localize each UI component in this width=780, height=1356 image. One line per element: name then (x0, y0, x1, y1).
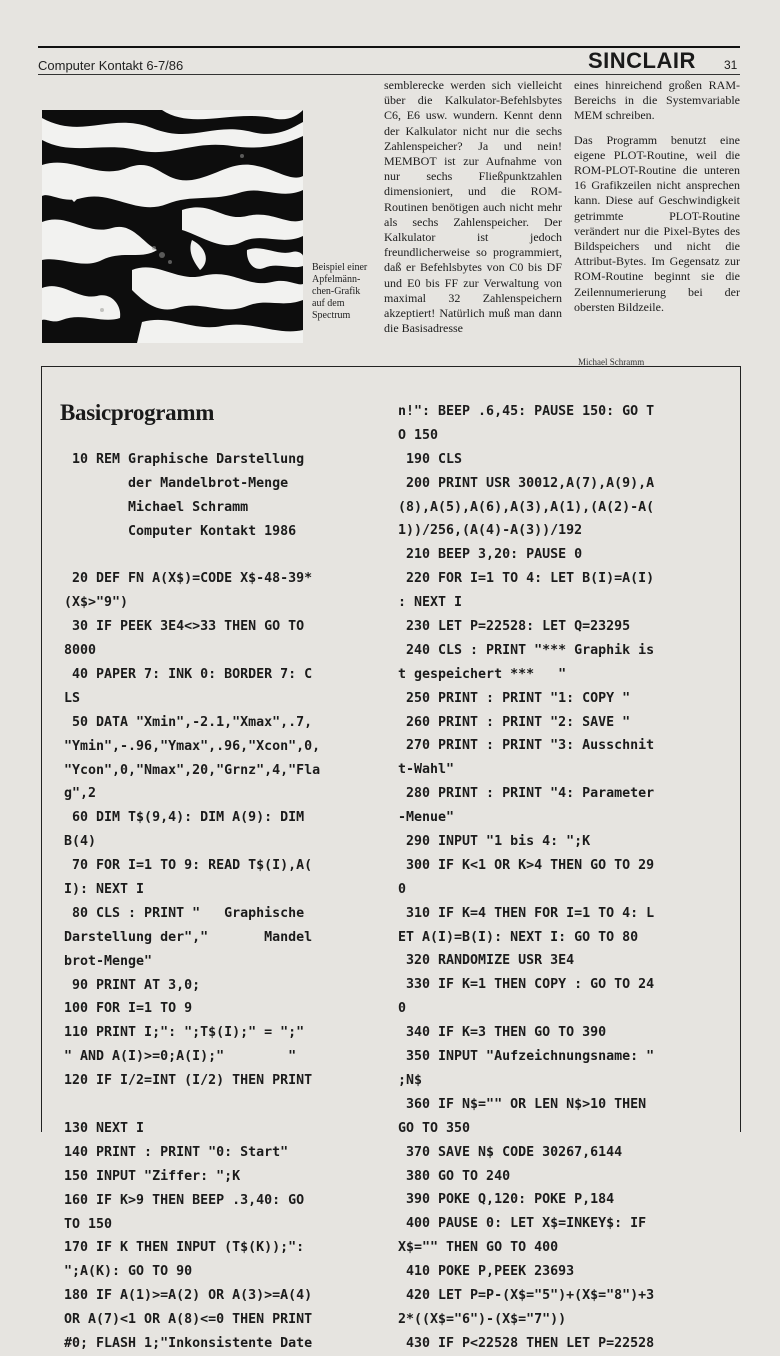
code-line (56, 544, 320, 568)
code-line: 300 IF K<1 OR K>4 THEN GO TO 29 (398, 857, 655, 873)
code-line: ET A(I)=B(I): NEXT I: GO TO 80 (398, 929, 639, 945)
code-line: 340 IF K=3 THEN GO TO 390 (398, 1025, 607, 1041)
code-line: 400 PAUSE 0: LET X$=INKEY$: IF (398, 1216, 647, 1232)
code-line: (8),A(5),A(6),A(3),A(1),(A(2)-A( (398, 499, 655, 515)
mandelbrot-figure (42, 110, 303, 343)
section-title: SINCLAIR (588, 48, 696, 73)
code-line: 130 NEXT I (56, 1120, 145, 1136)
code-line: 220 FOR I=1 TO 4: LET B(I)=A(I) (398, 571, 655, 587)
listing-title: Basicprogramm (60, 400, 215, 425)
code-line: der Mandelbrot-Menge (56, 475, 289, 491)
code-line: 110 PRINT I;": ";T$(I);" = ";" (56, 1025, 305, 1041)
code-line: -Menue" (398, 810, 455, 826)
code-line: 80 CLS : PRINT " Graphische (56, 905, 305, 921)
code-line: 1))/256,(A(4)-A(3))/192 (398, 523, 583, 539)
code-line: 240 CLS : PRINT "*** Graphik is (398, 642, 655, 658)
code-line: 350 INPUT "Aufzeichnungsname: " (398, 1049, 655, 1065)
code-line: Michael Schramm (56, 499, 249, 515)
figure-caption (312, 262, 378, 322)
code-line: B(4) (56, 834, 97, 850)
code-line: "Ycon",0,"Nmax",20,"Grnz",4,"Fla (56, 762, 321, 778)
code-line: "Ymin",-.96,"Ymax",.96,"Xcon",0, (56, 738, 321, 754)
header-subrule (38, 74, 740, 75)
code-line: 10 REM Graphische Darstellung (56, 452, 305, 467)
code-line: t-Wahl" (398, 762, 455, 778)
code-line: 0 (398, 1001, 407, 1017)
code-line: TO 150 (56, 1216, 113, 1232)
code-line: 8000 (56, 643, 97, 659)
code-line: (X$>"9") (56, 595, 129, 611)
magazine-issue: Computer Kontakt 6-7/86 (38, 58, 184, 73)
code-line: t gespeichert *** " (398, 666, 567, 682)
code-line: 250 PRINT : PRINT "1: COPY " (398, 690, 631, 706)
code-line: 390 POKE Q,120: POKE P,184 (398, 1192, 615, 1208)
code-line: 30 IF PEEK 3E4<>33 THEN GO TO (56, 619, 305, 635)
code-line: 120 IF I/2=INT (I/2) THEN PRINT (56, 1073, 313, 1089)
article-paragraph: eines hinreichend großen RAM-Bereichs in die Systemvariable MEM schreiben. (574, 78, 740, 123)
code-line: #0; FLASH 1;"Inkonsistente Date (56, 1335, 313, 1351)
page-number: 31 (724, 58, 738, 72)
code-line: 20 DEF FN A(X$)=CODE X$-48-39* (56, 571, 313, 587)
code-line: 210 BEEP 3,20: PAUSE 0 (398, 547, 583, 563)
code-line: 410 POKE P,PEEK 23693 (398, 1264, 575, 1280)
code-column-left (56, 448, 320, 1356)
code-line: OR A(7)<1 OR A(8)<=0 THEN PRINT (56, 1312, 313, 1328)
code-line: 430 IF P<22528 THEN LET P=22528 (398, 1335, 655, 1351)
code-line: " AND A(I)>=0;A(I);" " (56, 1049, 297, 1065)
code-line: 420 LET P=P-(X$="5")+(X$="8")+3 (398, 1287, 655, 1303)
code-line: brot-Menge" (56, 953, 153, 969)
code-line: Computer Kontakt 1986 (56, 523, 297, 539)
code-line: 50 DATA "Xmin",-2.1,"Xmax",.7, (56, 714, 313, 730)
caption-line: Beispiel einer (312, 262, 368, 273)
code-line: 60 DIM T$(9,4): DIM A(9): DIM (56, 810, 305, 826)
article-paragraph: Das Programm benutzt eine eigene PLOT-Routine, weil die ROM-PLOT-Routine die unteren 16 Grafikzeilen nicht ansprechen kann. Diese auf Geschwindigkeit getrimmte PLOT-Routine verändert nur die Pixel-Bytes des Bildspeichers und nicht die Attribut-Bytes. Im Gegensatz zur ROM-Routine beginnt sie die Zeilennumerierung bei der obersten Bildzeile. (574, 132, 740, 314)
code-line: 70 FOR I=1 TO 9: READ T$(I),A( (56, 858, 313, 874)
article-column-middle (384, 78, 562, 345)
mandelbrot-image (42, 110, 303, 343)
code-line: 0 (398, 881, 407, 897)
code-line: Darstellung der"," Mandel (56, 929, 313, 945)
code-line: 140 PRINT : PRINT "0: Start" (56, 1144, 289, 1160)
caption-line: Apfelmänn- (312, 274, 361, 285)
code-line: 100 FOR I=1 TO 9 (56, 1001, 193, 1017)
code-line: ;N$ (398, 1072, 423, 1088)
code-line: 2*((X$="6")-(X$="7")) (398, 1311, 567, 1327)
code-line: ";A(K): GO TO 90 (56, 1264, 193, 1280)
code-line: 330 IF K=1 THEN COPY : GO TO 24 (398, 977, 655, 993)
caption-line: auf dem (312, 298, 345, 309)
code-line: 280 PRINT : PRINT "4: Parameter (398, 786, 655, 802)
code-line: 360 IF N$="" OR LEN N$>10 THEN (398, 1096, 647, 1112)
code-line: 310 IF K=4 THEN FOR I=1 TO 4: L (398, 905, 655, 921)
code-line: 170 IF K THEN INPUT (T$(K));": (56, 1240, 305, 1256)
code-line: GO TO 350 (398, 1120, 471, 1136)
code-line: LS (56, 690, 81, 706)
code-line: g",2 (56, 786, 97, 802)
code-line: : NEXT I (398, 595, 463, 611)
code-line: 260 PRINT : PRINT "2: SAVE " (398, 714, 631, 730)
code-line: 290 INPUT "1 bis 4: ";K (398, 834, 591, 850)
code-line: 160 IF K>9 THEN BEEP .3,40: GO (56, 1192, 305, 1208)
code-line: 40 PAPER 7: INK 0: BORDER 7: C (56, 667, 313, 683)
code-line: 180 IF A(1)>=A(2) OR A(3)>=A(4) (56, 1288, 313, 1304)
caption-line: chen-Grafik (312, 286, 361, 297)
code-line: 380 GO TO 240 (398, 1168, 511, 1184)
code-line: 370 SAVE N$ CODE 30267,6144 (398, 1144, 623, 1160)
article-column-right (574, 78, 740, 324)
code-line: 190 CLS (398, 451, 463, 467)
code-line: X$="" THEN GO TO 400 (398, 1240, 559, 1256)
article-paragraph: semblerecke werden sich vielleicht über die Kalkulator-Befehlsbytes C6, E6 usw. wundern. Kennt denn der Kalkulator nicht nur die sechs Zahlenspeicher? Ja und nein! MEMBOT ist zur Aufnahme von nur sechs Fließpunktzahlen dimensioniert, und die ROM-Routinen benötigen auch nicht mehr als sechs Zahlenspeicher. Der Kalkulator ist jedoch freundlicherweise so programmiert, daß er Befehlsbytes von C0 bis DF und E0 bis FF zur Verwaltung von maximal 32 Zahlenspeichern akzeptiert! Natürlich muß man dann die Basisadresse (384, 78, 562, 336)
code-line: 270 PRINT : PRINT "3: Ausschnit (398, 738, 655, 754)
code-line: n!": BEEP .6,45: PAUSE 150: GO T (398, 404, 655, 419)
code-line (56, 1093, 320, 1117)
code-line: 200 PRINT USR 30012,A(7),A(9),A (398, 475, 655, 491)
code-line: O 150 (398, 427, 439, 443)
author-signature: Michael Schramm (578, 357, 645, 367)
code-column-right (398, 400, 654, 1356)
code-line: I): NEXT I (56, 882, 145, 898)
caption-line: Spectrum (312, 310, 351, 321)
code-line: 90 PRINT AT 3,0; (56, 977, 201, 993)
code-line: 150 INPUT "Ziffer: ";K (56, 1168, 241, 1184)
code-line: 320 RANDOMIZE USR 3E4 (398, 953, 575, 969)
code-line: 230 LET P=22528: LET Q=23295 (398, 619, 631, 635)
